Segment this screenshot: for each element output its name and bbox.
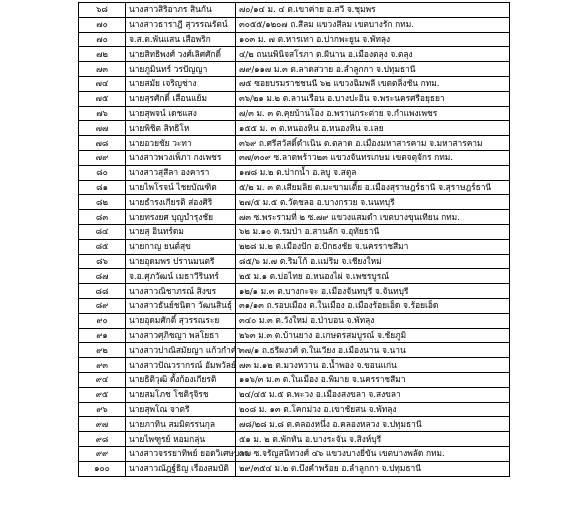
row-number: ๘๙	[79, 298, 126, 313]
address: ๑๒/๑ ม.๓ ต.บางกะจะ อ.เมืองจันทบุรี จ.จันทบุรี	[236, 284, 510, 299]
person-name: นางสาวศุภิชญา พลโยธา	[126, 328, 236, 343]
table-row	[79, 254, 510, 269]
person-name: จ.อ.ศุภวัฒน์ เมธาวีรินทร์	[126, 269, 236, 284]
table-row	[79, 417, 510, 432]
address: ๔/๒ ถนนพินิจสโรภา ต.ผีนาน อ.เมืองตลุง จ.ตลุง	[236, 47, 510, 62]
table-row	[79, 461, 510, 476]
person-name: นางสาวสิริอาภร สินกัน	[126, 3, 236, 18]
person-name: นายไพฑูรย์ หอมกลุ่น	[126, 432, 236, 447]
address: ๗๙/๑๑๗ ม.๓ ต.ลาดสวาย อ.ลำลูกกา จ.ปทุมธานี	[236, 62, 510, 77]
row-number: ๑๐๐	[79, 461, 126, 476]
person-name: นายภูมินทร์ วรปัญญา	[126, 62, 236, 77]
address: ๑๐๓ ม. ๗ ต.หารเทา อ.ปากพะยูน จ.พัทลุง	[236, 32, 510, 47]
table-row	[79, 358, 510, 373]
table-row	[79, 62, 510, 77]
table-row	[79, 165, 510, 180]
person-name: นางสาวพวงเพ็ภา กงเพชร	[126, 150, 236, 165]
person-name: นายสุ อินทร์ดม	[126, 224, 236, 239]
address: ๒๕ ม.๑ ต.บ่อไทย อ.หนองไผ่ จ.เพชรบูรณ์	[236, 269, 510, 284]
table-row	[79, 446, 510, 461]
table-row	[79, 313, 510, 328]
table-row	[79, 76, 510, 91]
address: ๓๗/๑ ถ.ธรีผงวศ์ ต.ในเวียง อ.เมืองนาน จ.นาน	[236, 343, 510, 358]
address: ๑๕๕ ม. ๓ ต.หนองหิน อ.หนองหิน จ.เลย	[236, 121, 510, 136]
row-number: ๗๖	[79, 106, 126, 121]
table-row	[79, 136, 510, 151]
person-name: นายสุพจน์ เดชแสง	[126, 106, 236, 121]
row-number: ๘๑	[79, 180, 126, 195]
row-number: ๙๖	[79, 402, 126, 417]
table-row	[79, 239, 510, 254]
row-number: ๗๓	[79, 62, 126, 77]
address: ๓๐๕๕/๑๒๐๗ ถ.สีลม แขวงสีลม เขตบางรัก กทม.	[236, 17, 510, 32]
address: ๘๕/๖ ม.๗ ต.ริมโก้ อ.แม่ริม จ.เชียงใหม่	[236, 254, 510, 269]
table-row	[79, 343, 510, 358]
table-row	[79, 298, 510, 313]
address: ๕/๒ ม. ๓ ต.เสียมลิย ต.มะขามเตี้ย อ.เมืองสุราษฎร์ธานี จ.สุราษฎร์ธานี	[236, 180, 510, 195]
address: ๓๖/๒๑ ม.๒ ต.ลานเรือน อ.บางปะอิน จ.พระนครศรีอยุธยา	[236, 91, 510, 106]
row-number: ๘๔	[79, 224, 126, 239]
address: ๓๑/๑๓ ถ.รอบเมือง ต.ในเมือง อ.เมืองร้อยเอ็ด จ.ร้อยเอ็ด	[236, 298, 510, 313]
person-name: นางสาวสุสีลา องคารา	[126, 165, 236, 180]
table-row	[79, 106, 510, 121]
address: ๒๙/๓๕๔ ม.๒ ต.บึงคำพร้อย อ.ลำลูกกา จ.ปทุมธานี	[236, 461, 510, 476]
row-number: ๗๐	[79, 17, 126, 32]
row-number: ๗๕	[79, 91, 126, 106]
address: ๓๗/๓๐๙ ซ.ลาดพร้าว๒๓ แขวงจันทรเกษม เขตจตุจักร กทม.	[236, 150, 510, 165]
row-number: ๙๙	[79, 446, 126, 461]
table-row	[79, 210, 510, 225]
person-name: นายอวยชัย วะทา	[126, 136, 236, 151]
row-number: ๘๗	[79, 269, 126, 284]
table-row	[79, 195, 510, 210]
person-name: นายกาญ ยนต์สุข	[126, 239, 236, 254]
row-number: ๗๐	[79, 32, 126, 47]
address: ๗๕ ซอยบรมราชชนนี ๖๒ แขวงฉิมพลี เขตตลิ่งชัน กทม.	[236, 76, 510, 91]
table-row	[79, 3, 510, 18]
row-number: ๘๐	[79, 165, 126, 180]
person-name: นายภาทิน สมมิตรรนกุล	[126, 417, 236, 432]
row-number: ๙๗	[79, 417, 126, 432]
person-name: จ.ส.ต.พันแสน เสือพริก	[126, 32, 236, 47]
row-number: ๙๘	[79, 432, 126, 447]
row-number: ๙๒	[79, 343, 126, 358]
table-row	[79, 372, 510, 387]
person-name: นางสาวธาราฎี สุวรรณรัตน์	[126, 17, 236, 32]
person-name: นางสาวณิชาภรณ์ สิงขร	[126, 284, 236, 299]
address: ๖๒ ม.๑๐ ต.รมป่า อ.สานลัก จ.อุทัยธานี	[236, 224, 510, 239]
address: ๒๒๘ ม.๒ ต.เมืองปัก อ.ปักธงชัย จ.นครราชสีมา	[236, 239, 510, 254]
records-table-body	[79, 3, 510, 477]
row-number: ๙๑	[79, 328, 126, 343]
person-name: นายสิทธิพงศ์ วงศ์เลิศศักดิ์	[126, 47, 236, 62]
address: ๓๖๙ ถ.ศรีสวัสดิ์ดำเนิน ต.ตลาด อ.เมืองมหาสารคาม จ.มหาสารคาม	[236, 136, 510, 151]
person-name: นางสาวณัฎฐ์ธิญ เรืองสมบัติ	[126, 461, 236, 476]
row-number: ๗๘	[79, 136, 126, 151]
person-name: นางสาวปาณิสมัยญา แก้วกำคำ	[126, 343, 236, 358]
row-number: ๗๒	[79, 47, 126, 62]
table-row	[79, 328, 510, 343]
table-row	[79, 47, 510, 62]
address: ๓๗ ซ.จรัญสนิทวงศ์ ๔๖ แขวงบางยี่ขัน เขตบางพลัด กทม.	[236, 446, 510, 461]
row-number: ๙๓	[79, 358, 126, 373]
row-number: ๗๔	[79, 76, 126, 91]
row-number: ๖๘	[79, 3, 126, 18]
row-number: ๗๗	[79, 121, 126, 136]
person-name: นายสมโภช โชติรุจิรช	[126, 387, 236, 402]
person-name: นายสุพโณ จาตรี	[126, 402, 236, 417]
table-row	[79, 284, 510, 299]
row-number: ๘๖	[79, 254, 126, 269]
person-name: นายสุรศักดิ์ เสือนแย้ม	[126, 91, 236, 106]
address: ๕๑ ม. ๒ ต.พักทัน อ.บางระจัน จ.สิงห์บุรี	[236, 432, 510, 447]
person-name: นายอุดมพร ปรานมนตรี	[126, 254, 236, 269]
address: ๒๔/๔๕ ม.๕ ต.พะวง อ.เมืองสงขลา จ.สงขลา	[236, 387, 510, 402]
row-number: ๘๓	[79, 210, 126, 225]
row-number: ๙๐	[79, 313, 126, 328]
person-name: นางสาวปัณวรากรณ์ อัมพวัลย์	[126, 358, 236, 373]
row-number: ๘๒	[79, 195, 126, 210]
address: ๓๔๐ ม.๓ ต.วังใหม่ อ.ป่าบอน จ.พัทลุง	[236, 313, 510, 328]
person-name: นายธำรงเกียรติ ส่องศิริ	[126, 195, 236, 210]
table-row	[79, 402, 510, 417]
person-name: นายไพโรจน์ ไชยบัณฑิต	[126, 180, 236, 195]
address: ๗/๓ ม. ๓ ต.คุยบ้านโอง อ.พรานกระต่าย จ.กำแพงเพชร	[236, 106, 510, 121]
address: ๗๓ ม.๑๒ ต.มวงหวาน อ.น้ำพอง จ.ขอนแก่น	[236, 358, 510, 373]
row-number: ๘๘	[79, 284, 126, 299]
table-row	[79, 224, 510, 239]
table-row	[79, 121, 510, 136]
table-row	[79, 269, 510, 284]
table-row	[79, 387, 510, 402]
records-table	[78, 2, 510, 477]
row-number: ๙๕	[79, 387, 126, 402]
person-name: นายอุดมศักดิ์ สุวรรณระย	[126, 313, 236, 328]
person-name: นายทรงยศ บุญบำรุงชัย	[126, 210, 236, 225]
address: ๒๗/๕ ม.๕ ต.วัดชลอ อ.บางกรวย จ.นนทบุรี	[236, 195, 510, 210]
address: ๗๐/๑๔ ม. ๔ ต.เขาค่าย อ.สวี จ.ชุมพร	[236, 3, 510, 18]
address: ๗๓ ซ.พระรามที่ ๒ ซ.๗๙ แขวงแสมดำ เขตบางขุนเทียน กทม.	[236, 210, 510, 225]
table-row	[79, 32, 510, 47]
address: ๒๐๘ ม. ๑๓ ต.โคกม่วง อ.เขาชัยสน จ.พัทลุง	[236, 402, 510, 417]
address: ๑๗๘ ม.๒ ต.ปากน้ำ อ.ลบู จ.สตูล	[236, 165, 510, 180]
table-row	[79, 180, 510, 195]
row-number: ๙๔	[79, 372, 126, 387]
person-name: นายธิติวุฒิ ตั้งก้องเกียรติ	[126, 372, 236, 387]
person-name: นายพิชิต สิทธิโห	[126, 121, 236, 136]
table-row	[79, 17, 510, 32]
address: ๒๖๓ ม.๓ ต.บ้านยาง อ.เกษตรสมบูรณ์ จ.ชัยภูมิ	[236, 328, 510, 343]
row-number: ๘๕	[79, 239, 126, 254]
address: ๑๑๖/๓ ม.๓ ต.ในเมือง อ.พิมาย จ.นครราชสีมา	[236, 372, 510, 387]
person-name: นางสาวจรรยาทิพย์ ยอดวิเศษบวร	[126, 446, 236, 461]
person-name: นางสาวธันย์ชนิดา วัฒนสินธุ์	[126, 298, 236, 313]
table-row	[79, 150, 510, 165]
person-name: นายสมัย เจริญช่าง	[126, 76, 236, 91]
address: ๗๘/๒๘ ม.๘ ต.คลองหนึ่ง อ.คลองหลวง จ.ปทุมธานี	[236, 417, 510, 432]
table-row	[79, 91, 510, 106]
table-row	[79, 432, 510, 447]
row-number: ๗๙	[79, 150, 126, 165]
